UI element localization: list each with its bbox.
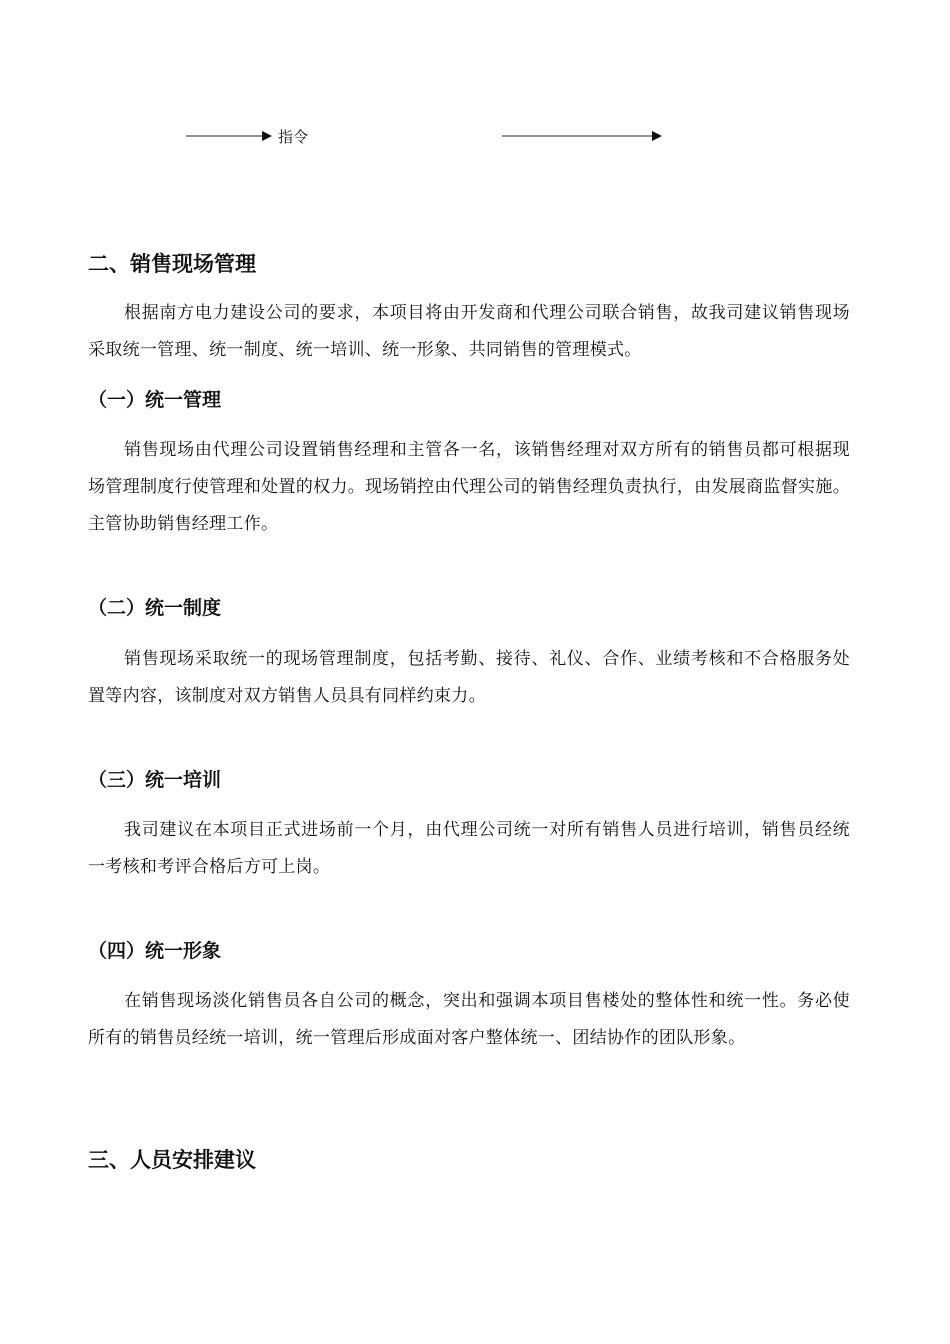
subsection-heading: （三）统一培训 bbox=[88, 769, 222, 791]
subsection-paragraph: 销售现场采取统一的现场管理制度，包括考勤、接待、礼仪、合作、业绩考核和不合格服务处置等内容，该制度对双方销售人员具有同样约束力。 bbox=[88, 649, 850, 706]
flow-arrow-right bbox=[502, 130, 662, 142]
section-heading: 三、人员安排建议 bbox=[88, 1148, 256, 1172]
section-heading: 二、销售现场管理 bbox=[88, 252, 256, 276]
section-intro-paragraph: 根据南方电力建设公司的要求，本项目将由开发商和代理公司联合销售，故我司建议销售现场采取统一管理、统一制度、统一培训、统一形象、共同销售的管理模式。 bbox=[88, 303, 850, 360]
flow-arrow-left bbox=[186, 130, 272, 142]
subsection-paragraph: 我司建议在本项目正式进场前一个月，由代理公司统一对所有销售人员进行培训，销售员经统一考核和考评合格后方可上岗。 bbox=[88, 820, 850, 877]
flow-arrow-label: 指令 bbox=[278, 128, 309, 146]
subsection-heading: （四）统一形象 bbox=[88, 940, 222, 962]
subsection-heading: （一）统一管理 bbox=[88, 389, 222, 411]
right-arrow-icon bbox=[502, 130, 662, 142]
subsection-paragraph: 在销售现场淡化销售员各自公司的概念，突出和强调本项目售楼处的整体性和统一性。务必使所有的销售员经统一培训，统一管理后形成面对客户整体统一、团结协作的团队形象。 bbox=[88, 991, 850, 1048]
subsection-paragraph: 销售现场由代理公司设置销售经理和主管各一名，该销售经理对双方所有的销售员都可根据现场管理制度行使管理和处置的权力。现场销控由代理公司的销售经理负责执行，由发展商监督实施。主管协助销售经理工作。 bbox=[88, 440, 850, 534]
subsection-heading: （二）统一制度 bbox=[88, 597, 222, 619]
right-arrow-icon bbox=[186, 130, 272, 142]
